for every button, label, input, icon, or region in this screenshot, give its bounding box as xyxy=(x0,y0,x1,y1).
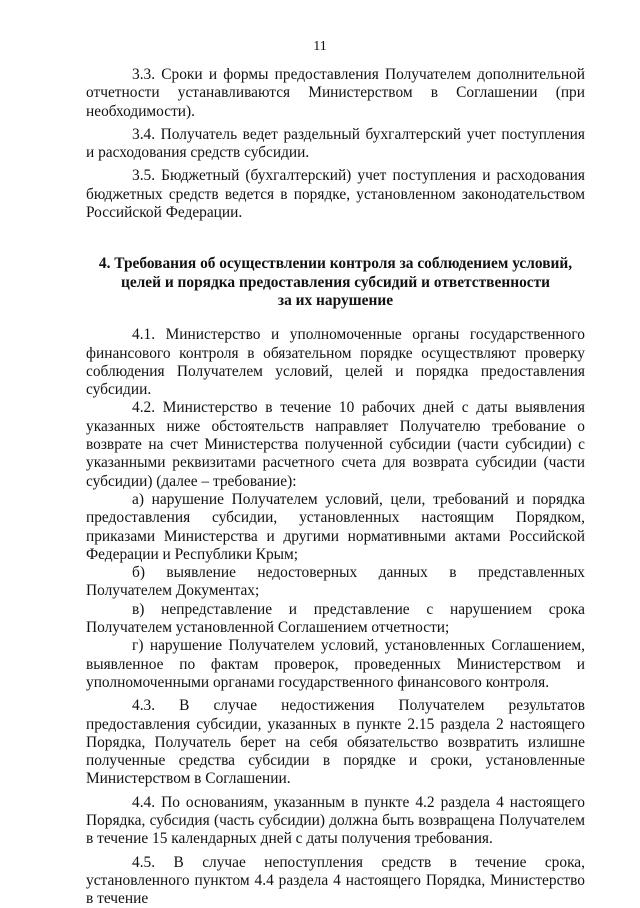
paragraph-3-4: 3.4. Получатель ведет раздельный бухгалтерский учет поступления и расходования средств субсидии. xyxy=(86,125,585,162)
paragraph-4-3: 4.3. В случае недостижения Получателем результатов предоставления субсидии, указанных в пункте 2.15 раздела 2 настоящего Порядка, Получатель берет на себя обязательство возвратить излишне полученные средства субсидии в порядке и сроки, установленные Министерством в Соглашении. xyxy=(86,697,585,788)
paragraph-4-2-g: г) нарушение Получателем условий, установленных Соглашением, выявленное по фактам проверок, проведенных Министерством и уполномоченными органами государственного финансового контроля. xyxy=(86,637,585,691)
paragraph-4-2-a: а) нарушение Получателем условий, цели, требований и порядка предоставления субсидии, установленных настоящим Порядком, приказами Министерства и другими нормативными актами Российской Федерации и Республики Крым; xyxy=(86,490,585,563)
section-title-line-2: целей и порядка предоставления субсидий и ответственности xyxy=(120,273,551,291)
paragraph-4-4: 4.4. По основаниям, указанным в пункте 4.2 раздела 4 настоящего Порядка, субсидия (часть субсидии) должна быть возвращена Получателем в течение 15 календарных дней с даты получения требования. xyxy=(86,793,585,848)
paragraph-3-3: 3.3. Сроки и формы предоставления Получателем дополнительной отчетности устанавливаются Министерством в Соглашении (при необходимости). xyxy=(86,66,585,120)
section-title-line-3: за их нарушение xyxy=(277,291,394,309)
paragraph-4-2-b: б) выявление недостоверных данных в представленных Получателем Документах; xyxy=(86,564,585,600)
paragraph-4-2: 4.2. Министерство в течение 10 рабочих дней с даты выявления указанных ниже обстоятельств направляет Получателю требование о возврате на счет Министерства полученной субсидии (части субсидии) с указанными реквизитами расчетного счета для возврата субсидии (части субсидии) (далее – требование): xyxy=(86,399,585,490)
page-number: 11 xyxy=(313,39,327,54)
paragraph-4-5: 4.5. В случае непоступления средств в течение срока, установленного пунктом 4.4 раздела 4 настоящего Порядка, Министерство в течение xyxy=(86,853,585,908)
section-title-line-1: 4. Требования об осуществлении контроля за соблюдением условий, xyxy=(98,255,573,273)
section-4-title xyxy=(86,255,585,310)
paragraph-4-1: 4.1. Министерство и уполномоченные органы государственного финансового контроля в обязательном порядке осуществляют проверку соблюдения Получателем условий, целей и порядка предоставления субсидии. xyxy=(86,326,585,399)
paragraph-3-5: 3.5. Бюджетный (бухгалтерский) учет поступления и расходования бюджетных средств ведется в порядке, установленном законодательством Российской Федерации. xyxy=(86,167,585,222)
document-body xyxy=(86,66,585,908)
paragraph-4-2-v: в) непредставление и представление с нарушением срока Получателем установленной Соглашением отчетности; xyxy=(86,600,585,637)
